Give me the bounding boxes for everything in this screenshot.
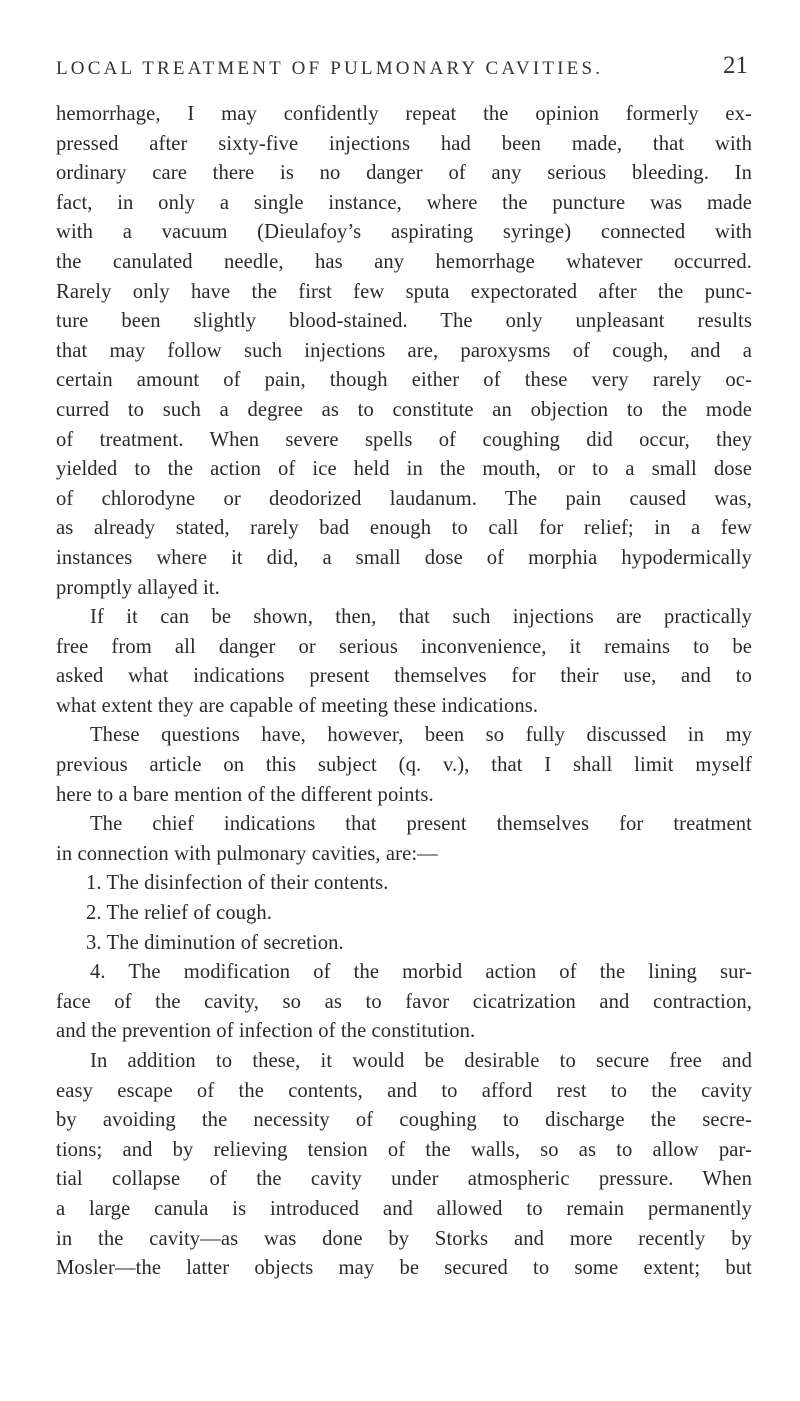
text-line: of treatment. When severe spells of coughing did occur, they — [56, 428, 752, 451]
text-line: face of the cavity, so as to favor cicatrization and contraction, — [56, 990, 752, 1013]
text-line: Mosler—the latter objects may be secured to some extent; but — [56, 1257, 752, 1280]
text-line: 1. The disinfection of their contents. — [86, 872, 389, 895]
text-line: instances where it did, a small dose of morphia hypodermically — [56, 546, 752, 569]
text-line: 3. The diminution of secretion. — [86, 931, 344, 954]
text-line: In addition to these, it would be desirable to secure free and — [90, 1050, 752, 1072]
text-line: free from all danger or serious inconvenience, it remains to be — [56, 635, 752, 658]
text-line: ordinary care there is no danger of any serious bleeding. In — [56, 162, 752, 185]
text-line: asked what indications present themselves for their use, and to — [56, 665, 752, 688]
text-line: 4. The modification of the morbid action of the lining sur- — [90, 961, 752, 984]
text-line: a large canula is introduced and allowed to remain permanently — [56, 1197, 752, 1220]
text-line: tial collapse of the cavity under atmospheric pressure. When — [56, 1168, 752, 1191]
text-line: 2. The relief of cough. — [86, 902, 273, 925]
text-line: certain amount of pain, though either of these very rarely oc- — [56, 369, 752, 392]
text-line: curred to such a degree as to constitute an objection to the mode — [56, 398, 752, 421]
text-line: The chief indications that present themselves for treatment — [90, 813, 752, 836]
text-line: promptly allayed it. — [56, 576, 220, 599]
text-line: as already stated, rarely bad enough to call for relief; in a few — [56, 517, 752, 540]
text-line: with a vacuum (Dieulafoy’s aspirating syringe) connected with — [56, 221, 752, 244]
text-line: If it can be shown, then, that such injections are practically — [90, 606, 752, 629]
text-line: what extent they are capable of meeting these indications. — [56, 694, 539, 717]
text-line: that may follow such injections are, paroxysms of cough, and a — [56, 339, 752, 362]
text-line: in connection with pulmonary cavities, are:— — [56, 842, 438, 865]
text-line: the canulated needle, has any hemorrhage whatever occurred. — [56, 250, 752, 273]
running-title: LOCAL TREATMENT OF PULMONARY CAVITIES. — [56, 58, 604, 79]
text-line: easy escape of the contents, and to afford rest to the cavity — [56, 1079, 752, 1102]
text-line: yielded to the action of ice held in the mouth, or to a small dose — [56, 458, 752, 481]
text-line: fact, in only a single instance, where the puncture was made — [56, 191, 752, 214]
text-line: ture been slightly blood-stained. The only unpleasant results — [56, 310, 752, 333]
text-line: here to a bare mention of the different points. — [56, 783, 434, 806]
page-number: 21 — [723, 52, 748, 79]
text-line: in the cavity—as was done by Storks and more recently by — [56, 1227, 752, 1250]
running-head — [56, 50, 748, 90]
text-line: by avoiding the necessity of coughing to discharge the secre- — [56, 1109, 752, 1132]
text-line: of chlorodyne or deodorized laudanum. The pain caused was, — [56, 487, 752, 510]
text-line: pressed after sixty-five injections had been made, that with — [56, 132, 752, 155]
text-line: tions; and by relieving tension of the walls, so as to allow par- — [56, 1138, 752, 1161]
body-text — [56, 100, 752, 1284]
text-line: and the prevention of infection of the constitution. — [56, 1020, 476, 1043]
text-line: hemorrhage, I may confidently repeat the opinion formerly ex- — [56, 103, 752, 125]
text-line: previous article on this subject (q. v.), that I shall limit myself — [56, 754, 752, 777]
text-line: These questions have, however, been so fully discussed in my — [90, 724, 752, 747]
text-line: Rarely only have the first few sputa expectorated after the punc- — [56, 280, 752, 303]
